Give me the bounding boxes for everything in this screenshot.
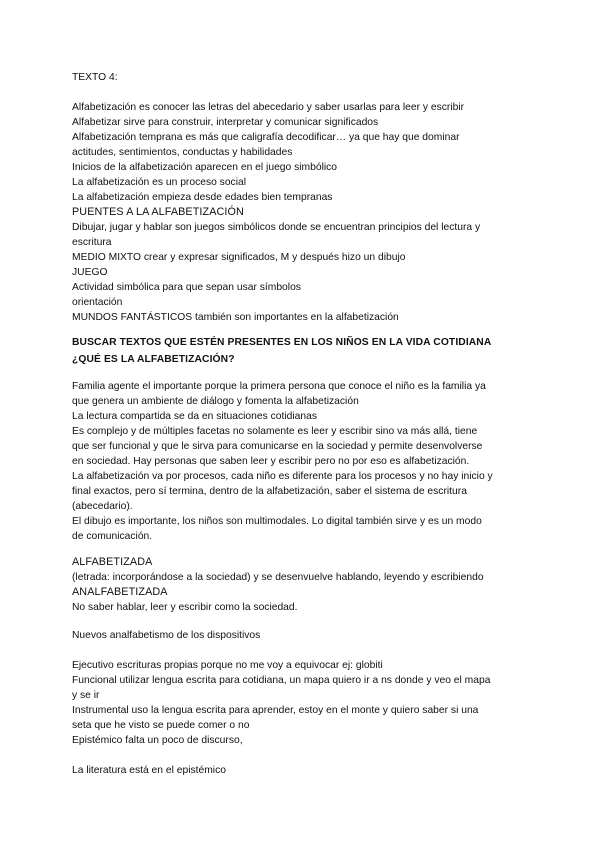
note-line: La literatura está en el epistémico xyxy=(72,765,226,776)
subheading-juego: JUEGO xyxy=(72,267,108,278)
note-line: El dibujo es importante, los niños son multimodales. Lo digital también sirve y es un modo xyxy=(72,516,482,527)
note-line: Nuevos analfabetismo de los dispositivos xyxy=(72,630,261,641)
note-line: que ser funcional y que le sirva para comunicarse en la sociedad y permite desenvolverse xyxy=(72,441,483,452)
note-line: actitudes, sentimientos, conductas y habilidades xyxy=(72,147,293,158)
section-2-notes xyxy=(72,379,532,544)
heading-line: ¿QUÉ ES LA ALFABETIZACIÓN? xyxy=(72,354,235,365)
note-line: No saber hablar, leer y escribir como la sociedad. xyxy=(72,602,298,613)
section-6-notes xyxy=(72,763,532,778)
section-5-notes xyxy=(72,658,532,748)
note-line: La alfabetización es un proceso social xyxy=(72,177,247,188)
note-line: Alfabetización es conocer las letras del abecedario y saber usarlas para leer y escribir xyxy=(72,102,465,113)
note-line: MEDIO MIXTO crear y expresar significados, M y después hizo un dibujo xyxy=(72,252,406,263)
note-line: final exactos, pero sí termina, dentro de la alfabetización, saber el sistema de escritura xyxy=(72,486,467,497)
note-line: Instrumental uso la lengua escrita para aprender, estoy en el monte y quiero saber si una xyxy=(72,705,479,716)
term-alfabetizada: ALFABETIZADA xyxy=(72,556,153,568)
note-line: Funcional utilizar lengua escrita para cotidiana, un mapa quiero ir a ns donde y veo el mapa xyxy=(72,675,491,686)
note-line: orientación xyxy=(72,297,123,308)
note-line: que genera un ambiente de diálogo y fomenta la alfabetización xyxy=(72,396,359,407)
note-line: Alfabetización temprana es más que caligrafía decodificar… ya que hay que dominar xyxy=(72,132,460,143)
note-line: MUNDOS FANTÁSTICOS también son importantes en la alfabetización xyxy=(72,312,399,323)
note-line: Dibujar, jugar y hablar son juegos simbólicos donde se encuentran principios del lectura y xyxy=(72,222,481,233)
document-title-block xyxy=(72,70,532,85)
subheading-puentes: PUENTES A LA ALFABETIZACIÓN xyxy=(72,206,244,218)
section-heading xyxy=(72,334,532,368)
note-line: Familia agente el importante porque la primera persona que conoce el niño es la familia ya xyxy=(72,381,486,392)
note-line: de comunicación. xyxy=(72,531,153,542)
note-line: en sociedad. Hay personas que saben leer y escribir pero no por eso es alfabetización. xyxy=(72,456,470,467)
note-line: seta que he visto se puede comer o no xyxy=(72,720,250,731)
note-line: (abecedario). xyxy=(72,501,133,512)
note-line: Ejecutivo escrituras propias porque no me voy a equivocar ej: globiti xyxy=(72,660,383,671)
note-line: escritura xyxy=(72,237,112,248)
note-line: Alfabetizar sirve para construir, interpretar y comunicar significados xyxy=(72,117,379,128)
note-line: y se ir xyxy=(72,690,100,701)
section-4-notes xyxy=(72,628,532,643)
note-line: La lectura compartida se da en situaciones cotidianas xyxy=(72,411,317,422)
term-analfabetizada: ANALFABETIZADA xyxy=(72,586,168,598)
note-line: (letrada: incorporándose a la sociedad) y se desenvuelve hablando, leyendo y escribiendo xyxy=(72,572,484,583)
note-line: Es complejo y de múltiples facetas no solamente es leer y escribir sino va más allá, tiene xyxy=(72,426,478,437)
section-1-notes xyxy=(72,100,532,325)
note-line: Actividad simbólica para que sepan usar símbolos xyxy=(72,282,301,293)
section-3-notes xyxy=(72,555,532,615)
note-line: La alfabetización empieza desde edades bien tempranas xyxy=(72,192,333,203)
note-line: Epistémico falta un poco de discurso, xyxy=(72,735,243,746)
note-line: Inicios de la alfabetización aparecen en el juego simbólico xyxy=(72,162,338,173)
note-line: La alfabetización va por procesos, cada niño es diferente para los procesos y no hay inicio y xyxy=(72,471,493,482)
document-title: TEXTO 4: xyxy=(72,72,118,83)
heading-line: BUSCAR TEXTOS QUE ESTÉN PRESENTES EN LOS NIÑOS EN LA VIDA COTIDIANA xyxy=(72,337,492,348)
